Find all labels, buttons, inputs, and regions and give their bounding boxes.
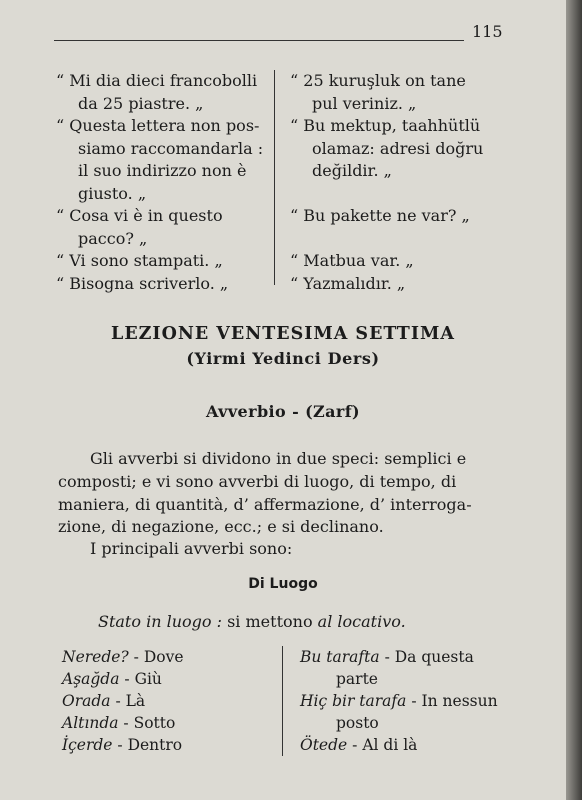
dialogue-line: pul veriniz. „: [312, 93, 417, 113]
vocab-entry: [62, 734, 184, 756]
stato-term: Stato in luogo :: [98, 612, 222, 631]
vocab-entry: [300, 734, 498, 756]
vocab-separator: -: [379, 648, 395, 666]
dialogue-line: “ 25 kuruşluk on tane: [290, 71, 466, 90]
vocab-entry: [300, 646, 498, 668]
column-divider: [274, 70, 275, 285]
vocab-italian: Dove: [143, 648, 184, 666]
vocab-italian: Da questa: [394, 648, 474, 666]
dialogue-line: giusto. „: [78, 183, 147, 203]
dialogue-line: “ Bu pakette ne var? „: [290, 206, 470, 225]
vocab-turkish: Hiç bir tarafa: [300, 692, 407, 710]
vocab-entry: [62, 668, 184, 690]
vocab-italian: Sotto: [133, 714, 176, 732]
vocab-italian: In nessun: [421, 692, 498, 710]
vocab-separator: -: [128, 648, 144, 666]
vocab-italian: Dentro: [127, 736, 183, 754]
dialogue-line: “ Cosa vi è in questo: [56, 206, 223, 225]
stato-line: [98, 612, 406, 631]
body-line: zione, di negazione, ecc.; e si declinano.: [58, 517, 384, 536]
vocab-entry: [300, 690, 498, 712]
dialogue-line: il suo indirizzo non è: [78, 161, 247, 180]
vocab-entry: [62, 690, 184, 712]
lesson-subtitle: (Yirmi Yedinci Ders): [186, 349, 380, 368]
vocab-entry: [300, 668, 498, 690]
line-gap: [290, 183, 483, 206]
dialogue-line: olamaz: adresi doğru: [312, 138, 484, 158]
stato-text: si mettono: [222, 612, 318, 631]
vocab-turkish: Nerede?: [62, 648, 129, 666]
stato-case: al locativo.: [317, 612, 406, 631]
vocab-right-column: [300, 646, 498, 756]
dialogue-line: “ Vi sono stampati. „: [56, 251, 223, 270]
vocab-divider: [282, 646, 283, 756]
vocab-turkish: Ötede: [300, 736, 348, 754]
vocab-turkish: Orada: [62, 692, 111, 710]
vocab-separator: -: [110, 692, 126, 710]
vocab-separator: -: [347, 736, 363, 754]
vocab-italian: parte: [336, 670, 378, 688]
dialogue-line: “ Mi dia dieci francobolli: [56, 71, 258, 90]
vocab-entry: [62, 712, 184, 734]
body-line: Gli avverbi si dividono in due speci: semplici e: [90, 449, 467, 468]
vocab-left-column: [62, 646, 184, 756]
section-title: Avverbio - (Zarf): [206, 402, 360, 421]
vocab-turkish: Aşağda: [62, 670, 120, 688]
vocab-italian: Là: [125, 692, 146, 710]
dialogue-line: “ Bisogna scriverlo. „: [56, 273, 229, 293]
dialogue-line: “ Bu mektup, taahhütlü: [290, 116, 481, 135]
body-line: maniera, di quantità, d’ affermazione, d’ interroga-: [58, 495, 472, 514]
italian-dialogue-column: [56, 70, 263, 295]
vocab-turkish: Bu tarafta: [300, 648, 380, 666]
vocab-separator: -: [118, 714, 134, 732]
dialogue-line: da 25 piastre. „: [78, 93, 204, 113]
dialogue-line: “ Matbua var. „: [290, 251, 414, 270]
vocab-italian: posto: [336, 714, 379, 732]
vocab-entry: [300, 712, 498, 734]
page-number: 115: [472, 22, 503, 41]
page-edge-shadow: [566, 0, 582, 800]
vocab-turkish: Altında: [62, 714, 119, 732]
dialogue-line: değildir. „: [312, 161, 392, 180]
dialogue-line: pacco? „: [78, 228, 148, 248]
dialogue-line: “ Yazmalıdır. „: [290, 273, 406, 293]
vocab-italian: Giù: [134, 670, 162, 688]
body-line: I principali avverbi sono:: [90, 539, 293, 558]
dialogue-line: siamo raccomandarla :: [78, 138, 264, 158]
turkish-dialogue-column: [290, 70, 483, 295]
vocab-turkish: İçerde: [62, 736, 113, 754]
vocab-entry: [62, 646, 184, 668]
dialogue-line: “ Questa lettera non pos-: [56, 116, 260, 135]
body-line: composti; e vi sono avverbi di luogo, di tempo, di: [58, 472, 457, 491]
subsection-title: Di Luogo: [248, 576, 318, 592]
vocab-separator: -: [112, 736, 128, 754]
header-rule: [54, 40, 464, 41]
vocab-separator: -: [406, 692, 422, 710]
vocab-italian: Al di là: [362, 736, 418, 754]
line-gap: [290, 228, 483, 251]
vocab-separator: -: [119, 670, 135, 688]
lesson-title: LEZIONE VENTESIMA SETTIMA: [111, 324, 455, 344]
